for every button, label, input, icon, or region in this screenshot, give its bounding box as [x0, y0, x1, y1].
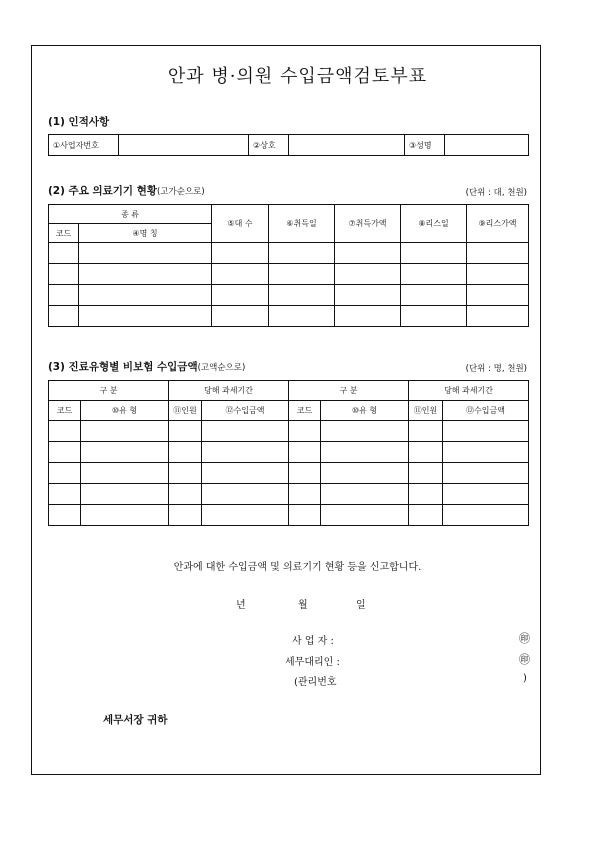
table-row: [49, 463, 529, 484]
trade-name-field[interactable]: [289, 135, 405, 156]
equipment-code-header: 코드: [49, 224, 79, 243]
table-row: [49, 505, 529, 526]
income-count-header-right: ⑪인원: [409, 401, 443, 421]
income-table: [48, 380, 529, 526]
business-number-field[interactable]: [119, 135, 249, 156]
income-type-header-left: ⑩유 형: [81, 401, 169, 421]
income-count-header-left: ⑪인원: [169, 401, 202, 421]
income-code-header-right: 코드: [289, 401, 321, 421]
equipment-lease-price-header: ⑨리스가액: [467, 205, 529, 243]
table-row: [49, 421, 529, 442]
income-period-header-left: 당해 과세기간: [169, 381, 289, 401]
income-category-header-right: 구 분: [289, 381, 409, 401]
equipment-type-header: 종 류: [49, 205, 212, 224]
income-amount-header-right: ⑫수입금액: [443, 401, 529, 421]
date-month: 월: [298, 600, 308, 611]
income-type-header-right: ⑩유 형: [321, 401, 409, 421]
section3-unit: (단위 : 명, 천원): [465, 364, 527, 374]
trade-name-label: ②상호: [249, 135, 289, 156]
income-code-header-left: 코드: [49, 401, 81, 421]
table-row: [49, 285, 529, 306]
table-row: [49, 243, 529, 264]
seal-icon: ㊞: [519, 653, 530, 666]
equipment-acq-price-header: ⑦취득가액: [335, 205, 401, 243]
declaration-text: 안과에 대한 수입금액 및 의료기기 현황 등을 신고합니다.: [173, 562, 422, 573]
section1-heading: (1) 인적사항: [48, 116, 110, 128]
owner-name-label: ③성명: [405, 135, 445, 156]
equipment-name-header: ④명 칭: [79, 224, 212, 243]
income-period-header-right: 당해 과세기간: [409, 381, 529, 401]
table-row: [49, 442, 529, 463]
section3-sub: (고액순으로): [197, 363, 246, 373]
personal-info-table: [48, 134, 529, 156]
equipment-lease-date-header: ⑧리스일: [401, 205, 467, 243]
equipment-count-header: ⑤대 수: [212, 205, 269, 243]
date-day: 일: [356, 600, 366, 611]
page-title: 안과 병·의원 수입금액검토부표: [167, 66, 428, 87]
management-number-close: ): [523, 673, 527, 684]
section2-heading: [48, 183, 205, 198]
section2-unit: (단위 : 대, 천원): [465, 188, 527, 198]
section3-title: (3) 진료유형별 비보험 수입금액: [48, 361, 198, 373]
owner-name-field[interactable]: [445, 135, 529, 156]
income-amount-header-left: ⑫수입금액: [202, 401, 289, 421]
date-year: 년: [236, 600, 246, 611]
section2-sub: (고가순으로): [157, 187, 205, 197]
section3-heading: [48, 359, 245, 374]
business-number-label: ①사업자번호: [49, 135, 119, 156]
table-row: [49, 484, 529, 505]
income-category-header-left: 구 분: [49, 381, 169, 401]
equipment-acq-date-header: ⑥취득일: [269, 205, 335, 243]
management-number-label: (관리번호: [294, 677, 337, 688]
business-owner-label: 사 업 자 :: [292, 636, 334, 647]
recipient-text: 세무서장 귀하: [103, 714, 168, 726]
section2-title: (2) 주요 의료기기 현황: [48, 185, 158, 197]
table-row: [49, 264, 529, 285]
seal-icon: ㊞: [519, 632, 530, 645]
table-row: [49, 306, 529, 327]
tax-agent-label: 세무대리인 :: [285, 657, 340, 668]
equipment-table: [48, 204, 529, 327]
